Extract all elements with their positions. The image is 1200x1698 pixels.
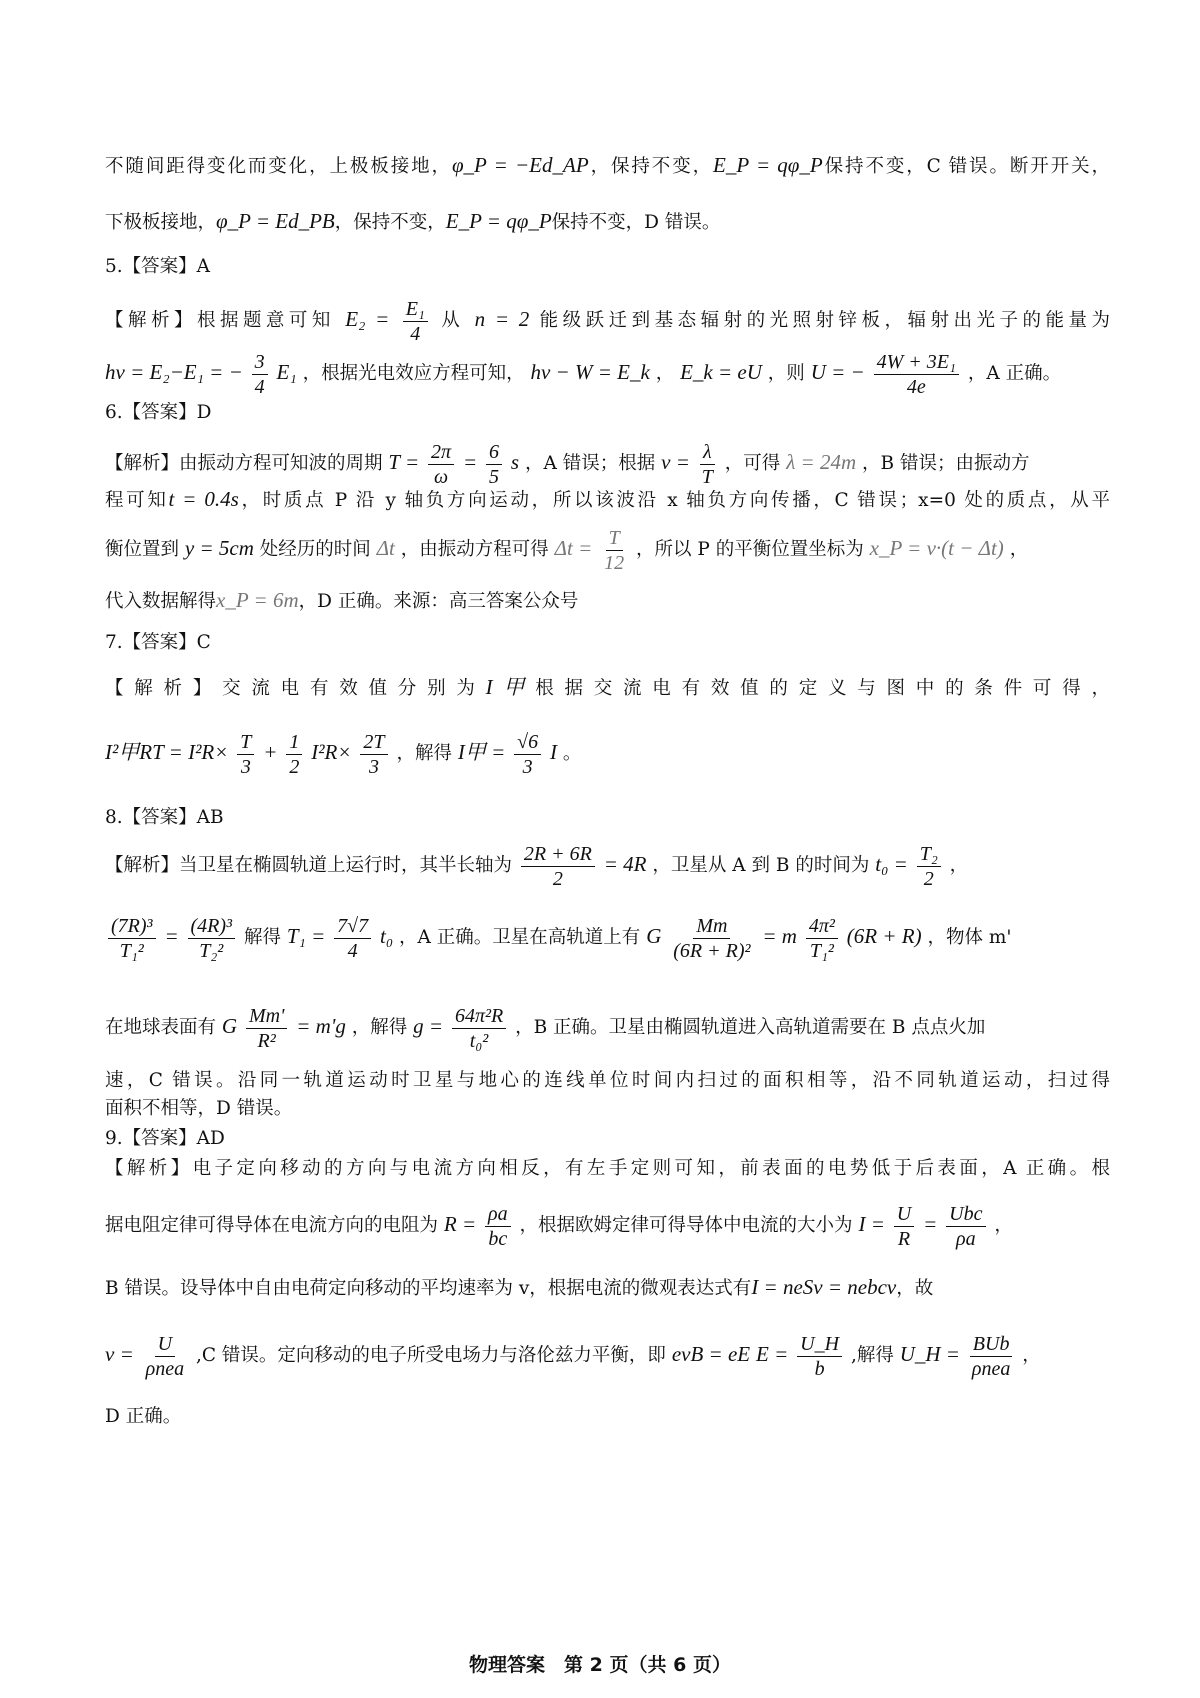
- formula: Δt: [376, 536, 395, 560]
- denominator: 5: [489, 465, 500, 488]
- text-segment: 7.【答案】C: [105, 632, 211, 653]
- text-segment: ，时质点 P 沿 y 轴负方向运动，所以该波沿 x 轴负方向传播，C 错误；x=0 处的质点，从平: [238, 490, 1110, 511]
- text-line: [105, 585, 1110, 617]
- denominator: 3: [240, 755, 251, 778]
- text-segment: ，故: [896, 1278, 934, 1299]
- text-segment: 解得: [243, 927, 281, 948]
- text-line: [105, 294, 1110, 346]
- answer-heading: [105, 628, 1110, 658]
- text-segment: ，: [994, 1215, 1013, 1236]
- text-segment: ，D 正确。来源：高三答案公众号: [298, 591, 579, 612]
- numerator: 2T: [360, 730, 387, 755]
- denominator: t₀²: [469, 1029, 489, 1052]
- text-segment: 能级跃迁到基态辐射的光照射锌板，辐射出光子的能量为: [539, 310, 1110, 331]
- fraction: [188, 914, 236, 963]
- fraction: [452, 1004, 506, 1053]
- denominator: 3: [368, 755, 379, 778]
- text-segment: 保持不变，C 错误。断开开关，: [822, 156, 1110, 177]
- text-line: [105, 834, 1110, 896]
- denominator: T: [701, 465, 713, 488]
- fraction: [143, 1332, 187, 1381]
- text-segment: 。: [562, 743, 582, 764]
- denominator: 2: [552, 867, 563, 890]
- numerator: T₂: [917, 842, 941, 867]
- fraction: [252, 350, 268, 399]
- text-segment: 程可知: [105, 490, 169, 511]
- text-segment: ，所以 P 的平衡位置坐标为: [636, 539, 864, 560]
- numerator: Mm: [693, 914, 730, 939]
- numerator: U: [894, 1202, 914, 1227]
- formula: =: [462, 450, 478, 474]
- text-segment: ，A 正确。卫星在高轨道上有: [399, 927, 641, 948]
- formula: =: [923, 1212, 938, 1236]
- fraction: [894, 1202, 914, 1251]
- text-segment: ，B 错误；由振动方: [862, 453, 1030, 474]
- text-segment: 根据交流电有效值的定义与图中的条件可得，: [535, 678, 1110, 699]
- text-segment: ,C 错误。定向移动的电子所受电场力与洛伦兹力平衡，即: [196, 1345, 666, 1366]
- text-segment: ，则: [767, 363, 805, 384]
- text-segment: B 错误。设导体中自由电荷定向移动的平均速率为 v，根据电流的微观表达式有: [105, 1278, 752, 1299]
- text-segment: ，解得: [396, 743, 452, 764]
- fraction: [246, 1004, 287, 1053]
- numerator: 7√7: [334, 914, 371, 939]
- fraction: [108, 914, 156, 963]
- text-segment: ，A 错误；根据: [524, 453, 656, 474]
- text-segment: 从: [441, 310, 465, 331]
- text-segment: ，由振动方程可得: [400, 539, 549, 560]
- fraction: [917, 842, 941, 891]
- answer-heading: [105, 398, 1110, 428]
- text-segment: ，: [1009, 539, 1029, 560]
- text-line: [105, 996, 1110, 1058]
- text-segment: 9.【答案】AD: [105, 1128, 225, 1149]
- text-line: [105, 344, 1110, 402]
- numerator: 3: [252, 350, 268, 375]
- numerator: E₁: [403, 297, 428, 322]
- numerator: BUb: [970, 1332, 1013, 1357]
- page-footer: 物理答案 第 2 页（共 6 页）: [469, 1654, 731, 1676]
- formula: I²甲RT = I²R×: [105, 740, 229, 764]
- denominator: 12: [604, 551, 625, 574]
- formula: E_P = qφ_P: [445, 209, 552, 233]
- text-segment: ,解得: [850, 1345, 894, 1366]
- denominator: 2: [923, 867, 934, 890]
- text-segment: ，: [1022, 1345, 1041, 1366]
- formula: U_H =: [899, 1342, 960, 1366]
- fraction: [486, 440, 502, 489]
- formula: hν − W = E_k: [530, 360, 650, 384]
- formula: t = 0.4s: [168, 487, 239, 511]
- formula: φ_P = Ed_PB: [216, 209, 335, 233]
- fraction: [334, 914, 371, 963]
- fraction: [806, 914, 838, 963]
- fraction: [521, 842, 595, 891]
- text-segment: 【解析】当卫星在椭圆轨道上运行时，其半长轴为: [105, 855, 513, 876]
- text-segment: ，B 正确。卫星由椭圆轨道进入高轨道需要在 B 点点火加: [515, 1017, 986, 1038]
- fraction: [946, 1202, 985, 1251]
- text-line: [105, 1402, 1110, 1432]
- formula: G: [221, 1014, 238, 1038]
- numerator: U: [155, 1332, 175, 1357]
- denominator: 4: [410, 322, 421, 345]
- formula: E₁: [276, 360, 297, 384]
- fraction: [601, 526, 627, 575]
- text-segment: ，可得: [724, 453, 781, 474]
- formula: =: [164, 924, 179, 948]
- denominator: ρnea: [971, 1357, 1011, 1380]
- fraction: [969, 1332, 1013, 1381]
- formula: R =: [443, 1212, 477, 1236]
- text-line: [105, 1324, 1110, 1386]
- text-segment: D 正确。: [105, 1406, 182, 1427]
- formula: G: [646, 924, 662, 948]
- formula: = m'g: [296, 1014, 346, 1038]
- fraction: [699, 440, 716, 489]
- numerator: T: [237, 730, 254, 755]
- formula: = m: [762, 924, 797, 948]
- denominator: R: [897, 1227, 911, 1250]
- text-segment: ，根据光电效应方程可知，: [302, 363, 525, 384]
- formula: +: [263, 740, 278, 764]
- answer-heading: [105, 1124, 1110, 1154]
- fraction: [237, 730, 254, 779]
- formula: (6R + R): [846, 924, 922, 948]
- fraction: [403, 297, 428, 346]
- fraction: [797, 1332, 842, 1381]
- formula: Δt =: [554, 536, 593, 560]
- numerator: λ: [700, 440, 715, 465]
- text-segment: ，: [949, 855, 969, 876]
- fraction: [286, 730, 302, 779]
- text-segment: ，A 正确。: [967, 363, 1062, 384]
- formula: x_P = 6m: [216, 588, 299, 612]
- fraction: [428, 440, 454, 489]
- text-segment: ，解得: [351, 1017, 408, 1038]
- denominator: 4e: [906, 375, 926, 398]
- text-segment: ，: [655, 363, 675, 384]
- text-segment: 【解析】电子定向移动的方向与电流方向相反，有左手定则可知，前表面的电势低于后表面，A 正确。根: [105, 1158, 1110, 1179]
- formula: = 4R: [603, 852, 647, 876]
- numerator: 4π²: [806, 914, 838, 939]
- formula: T =: [388, 450, 420, 474]
- text-segment: 据电阻定律可得导体在电流方向的电阻为: [105, 1215, 439, 1236]
- formula: E =: [756, 1342, 789, 1366]
- text-line: [105, 722, 1110, 784]
- formula: I²R×: [311, 740, 352, 764]
- denominator: bc: [488, 1227, 508, 1250]
- text-segment: ，卫星从 A 到 B 的时间为: [652, 855, 870, 876]
- numerator: 2R + 6R: [521, 842, 595, 867]
- formula: E_P = qφ_P: [713, 153, 823, 177]
- numerator: (4R)³: [188, 914, 236, 939]
- text-line: [105, 206, 1110, 238]
- denominator: T₁²: [809, 939, 834, 962]
- denominator: T₂²: [199, 939, 224, 962]
- text-segment: 衡位置到: [105, 539, 180, 560]
- text-segment: 【解析】由振动方程可知波的周期: [105, 453, 383, 474]
- text-segment: 下极板接地，: [105, 212, 217, 233]
- denominator: (6R + R)²: [673, 939, 751, 962]
- text-segment: 【解析】根据题意可知: [105, 310, 335, 331]
- numerator: U_H: [797, 1332, 842, 1357]
- fraction: [874, 350, 959, 399]
- formula: v =: [661, 450, 690, 474]
- formula: s: [510, 450, 520, 474]
- denominator: ω: [433, 465, 449, 488]
- formula: v =: [105, 1342, 134, 1366]
- text-line: [105, 150, 1110, 182]
- text-segment: ，根据欧姆定律可得导体中电流的大小为: [519, 1215, 853, 1236]
- formula: φ_P = −Ed_AP: [451, 153, 589, 177]
- numerator: Mm': [246, 1004, 287, 1029]
- formula: E₂ =: [345, 307, 390, 331]
- numerator: 1: [286, 730, 302, 755]
- formula: T₁ =: [286, 924, 326, 948]
- text-segment: 在地球表面有: [105, 1017, 217, 1038]
- denominator: 4: [347, 939, 358, 962]
- text-line: [105, 672, 1110, 704]
- denominator: 2: [289, 755, 300, 778]
- answer-heading: [105, 803, 1110, 833]
- text-line: [105, 1066, 1110, 1096]
- text-segment: 保持不变，D 错误。: [551, 212, 721, 233]
- denominator: ρnea: [145, 1357, 185, 1380]
- formula: U = −: [810, 360, 865, 384]
- formula: I甲: [485, 675, 536, 699]
- numerator: 6: [486, 440, 502, 465]
- text-line: [105, 1154, 1110, 1184]
- text-line: [105, 484, 1110, 516]
- text-line: [105, 520, 1110, 578]
- formula: I =: [858, 1212, 885, 1236]
- formula: t₀ =: [875, 852, 908, 876]
- text-segment: 6.【答案】D: [105, 402, 212, 423]
- text-segment: ，保持不变，: [588, 156, 714, 177]
- text-segment: 8.【答案】AB: [105, 807, 224, 828]
- answer-heading: [105, 252, 1110, 282]
- numerator: (7R)³: [108, 914, 156, 939]
- text-segment: ，物体 m': [927, 927, 1012, 948]
- numerator: 4W + 3E₁: [874, 350, 959, 375]
- formula: I甲 =: [457, 740, 506, 764]
- formula: evB = eE: [671, 1342, 751, 1366]
- formula: t₀: [380, 924, 394, 948]
- fraction: [514, 730, 541, 779]
- text-segment: 【解析】交流电有效值分别为: [105, 678, 486, 699]
- fraction: [360, 730, 387, 779]
- fraction: [485, 1202, 511, 1251]
- text-line: [105, 906, 1140, 968]
- formula: y = 5cm: [184, 536, 254, 560]
- text-segment: 代入数据解得: [105, 591, 217, 612]
- formula: x_P = v·(t − Δt): [869, 536, 1004, 560]
- denominator: b: [814, 1357, 825, 1380]
- text-segment: 5.【答案】A: [105, 256, 211, 277]
- text-line: [105, 1272, 1110, 1304]
- formula: λ = 24m: [786, 450, 857, 474]
- text-line: [105, 1094, 1110, 1124]
- formula: n = 2: [474, 307, 530, 331]
- numerator: Ubc: [946, 1202, 985, 1227]
- denominator: ρa: [956, 1227, 976, 1250]
- formula: g =: [413, 1014, 444, 1038]
- denominator: 3: [522, 755, 533, 778]
- formula: E_k = eU: [680, 360, 762, 384]
- denominator: 4: [254, 375, 265, 398]
- numerator: ρa: [485, 1202, 511, 1227]
- numerator: 64π²R: [452, 1004, 506, 1029]
- formula: I = neSv = nebcv: [751, 1275, 897, 1299]
- numerator: √6: [514, 730, 541, 755]
- text-segment: 不随间距得变化而变化，上极板接地，: [105, 156, 452, 177]
- denominator: T₁²: [119, 939, 144, 962]
- numerator: 2π: [428, 440, 454, 465]
- formula: hν = E₂−E₁ = −: [105, 360, 243, 384]
- text-segment: 面积不相等，D 错误。: [105, 1098, 293, 1119]
- numerator: T: [606, 526, 623, 551]
- text-segment: 速，C 错误。沿同一轨道运动时卫星与地心的连线单位时间内扫过的面积相等，沿不同轨道运动，扫过得: [105, 1070, 1110, 1091]
- text-segment: 处经历的时间: [259, 539, 371, 560]
- text-segment: ，保持不变，: [334, 212, 446, 233]
- denominator: R²: [257, 1029, 276, 1052]
- formula: I: [550, 740, 558, 764]
- text-line: [105, 1194, 1110, 1256]
- fraction: [670, 914, 753, 963]
